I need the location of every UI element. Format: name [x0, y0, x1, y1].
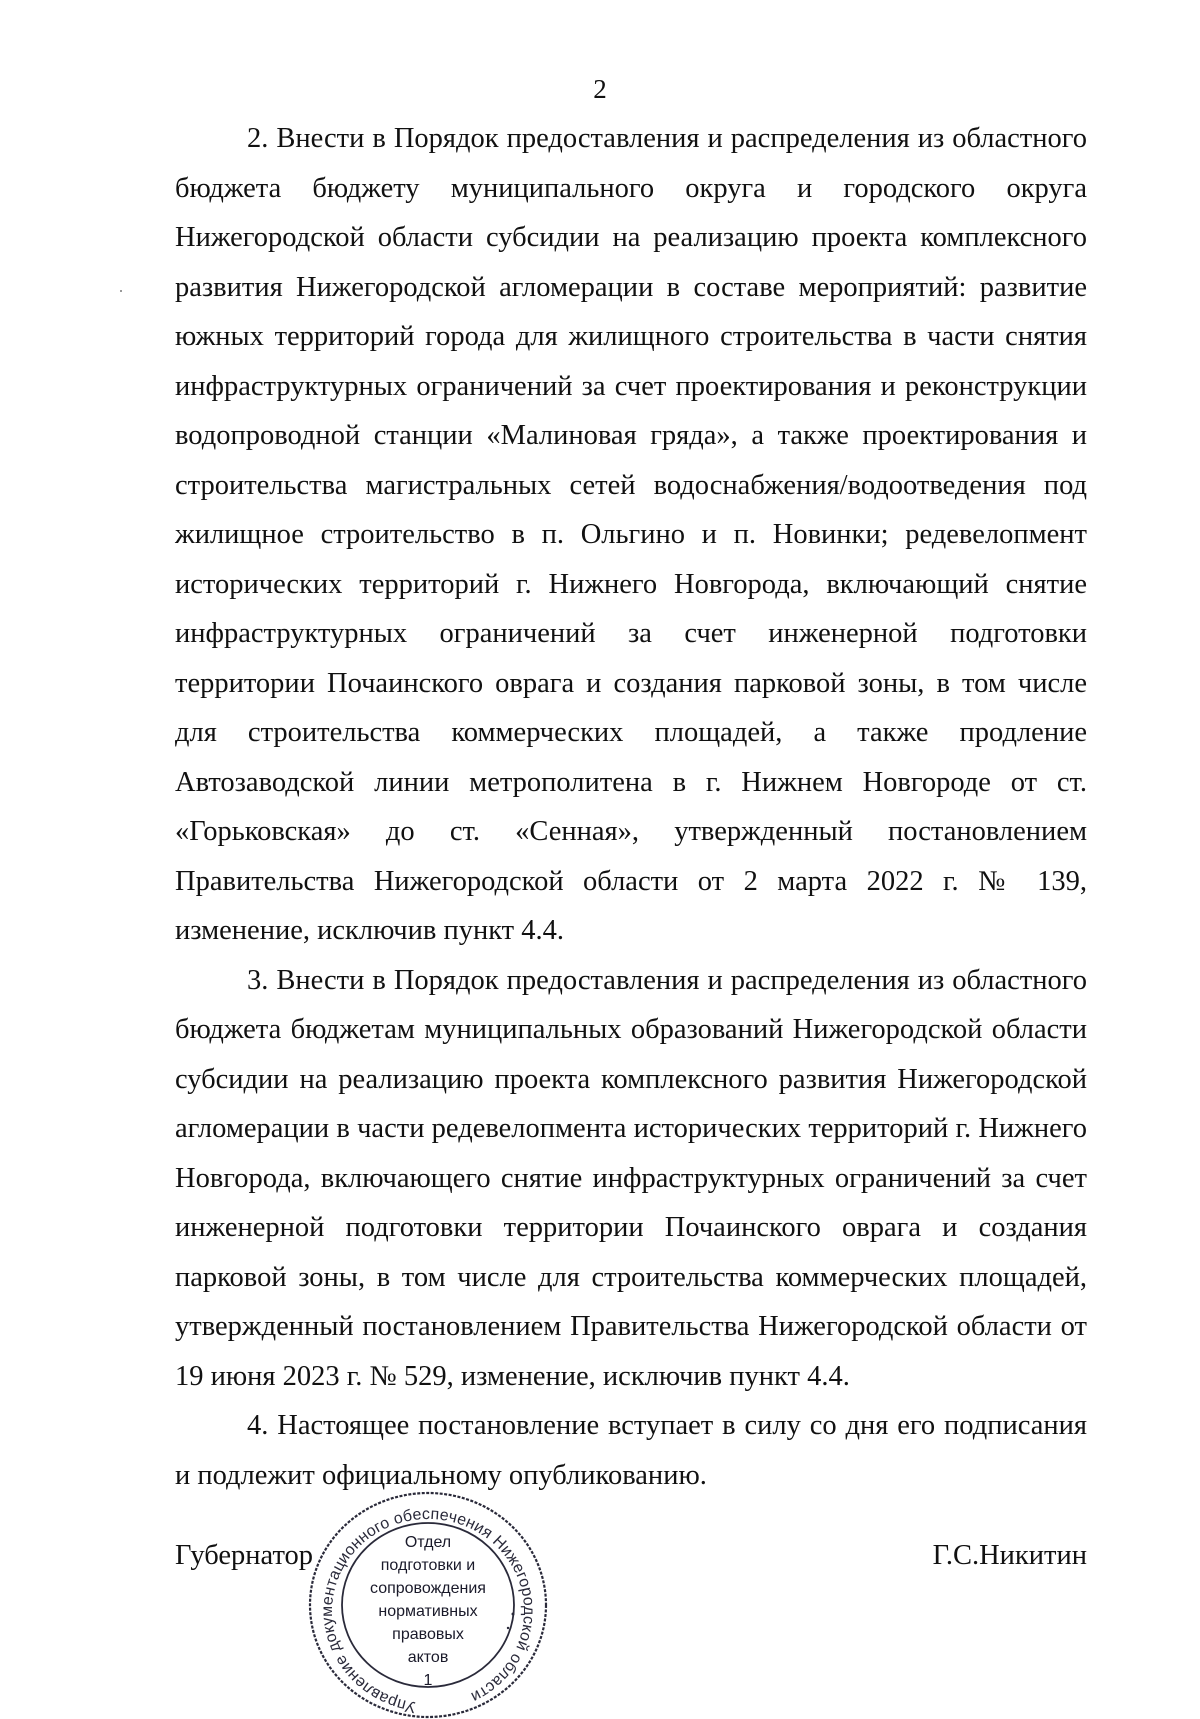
stamp-ring-text: Управление документационного обеспечения Нижегородской области	[319, 1505, 538, 1716]
scan-speck	[120, 290, 122, 292]
stamp-line: 1	[423, 1672, 433, 1689]
stamp-line: нормативных	[378, 1603, 478, 1620]
stamp-line: сопровождения	[370, 1580, 486, 1597]
stamp-line: правовых	[392, 1626, 464, 1643]
paragraph-2: 2. Внести в Порядок предоставления и распределения из областного бюджета бюджету муниципального округа и городского округа Нижегородской области субсидии на реализацию проекта комплексного развития Нижегородской агломерации в составе мероприятий: развитие южных территорий города для жилищного строительства в части снятия инфраструктурных ограничений за счет проектирования и реконструкции водопроводной станции «Малиновая гряда», а также проектирования и строительства магистральных сетей водоснабжения/водоотведения под жилищное строительство в п. Ольгино и п. Новинки; редевелопмент исторических территорий г. Нижнего Новгорода, включающий снятие инфраструктурных ограничений за счет инженерной подготовки территории Почаинского оврага и создания парковой зоны, в том числе для строительства коммерческих площадей, а также продление Автозаводской линии метрополитена в г. Нижнем Новгороде от ст. «Горьковская» до ст. «Сенная», утвержденный постановлением Правительства Нижегородской области от 2 марта 2022 г. № 139, изменение, исключив пункт 4.4.	[175, 123, 1087, 946]
paragraph-4: 4. Настоящее постановление вступает в силу со дня его подписания и подлежит официальному опубликованию.	[175, 1410, 1087, 1491]
stamp-dot	[507, 1627, 509, 1629]
stamp-line: актов	[407, 1649, 449, 1666]
page-number: 2	[593, 74, 607, 104]
document-body	[175, 114, 1087, 1500]
official-stamp	[302, 1487, 554, 1719]
paragraph-3: 3. Внести в Порядок предоставления и распределения из областного бюджета бюджетам муниципальных образований Нижегородской области субсидии на реализацию проекта комплексного развития Нижегородской агломерации в части редевелопмента исторических территорий г. Нижнего Новгорода, включающего снятие инфраструктурных ограничений за счет инженерной подготовки территории Почаинского оврага и создания парковой зоны, в том числе для строительства коммерческих площадей, утвержденный постановлением Правительства Нижегородской области от 19 июня 2023 г. № 529, изменение, исключив пункт 4.4.	[175, 964, 1087, 1392]
stamp-dot	[512, 1613, 515, 1616]
stamp-line: подготовки и	[380, 1557, 476, 1574]
signatory-title: Губернатор	[175, 1540, 314, 1571]
signatory-name: Г.С.Никитин	[932, 1540, 1087, 1571]
stamp-line: Отдел	[404, 1534, 452, 1551]
stamp-center-text	[357, 1531, 499, 1692]
